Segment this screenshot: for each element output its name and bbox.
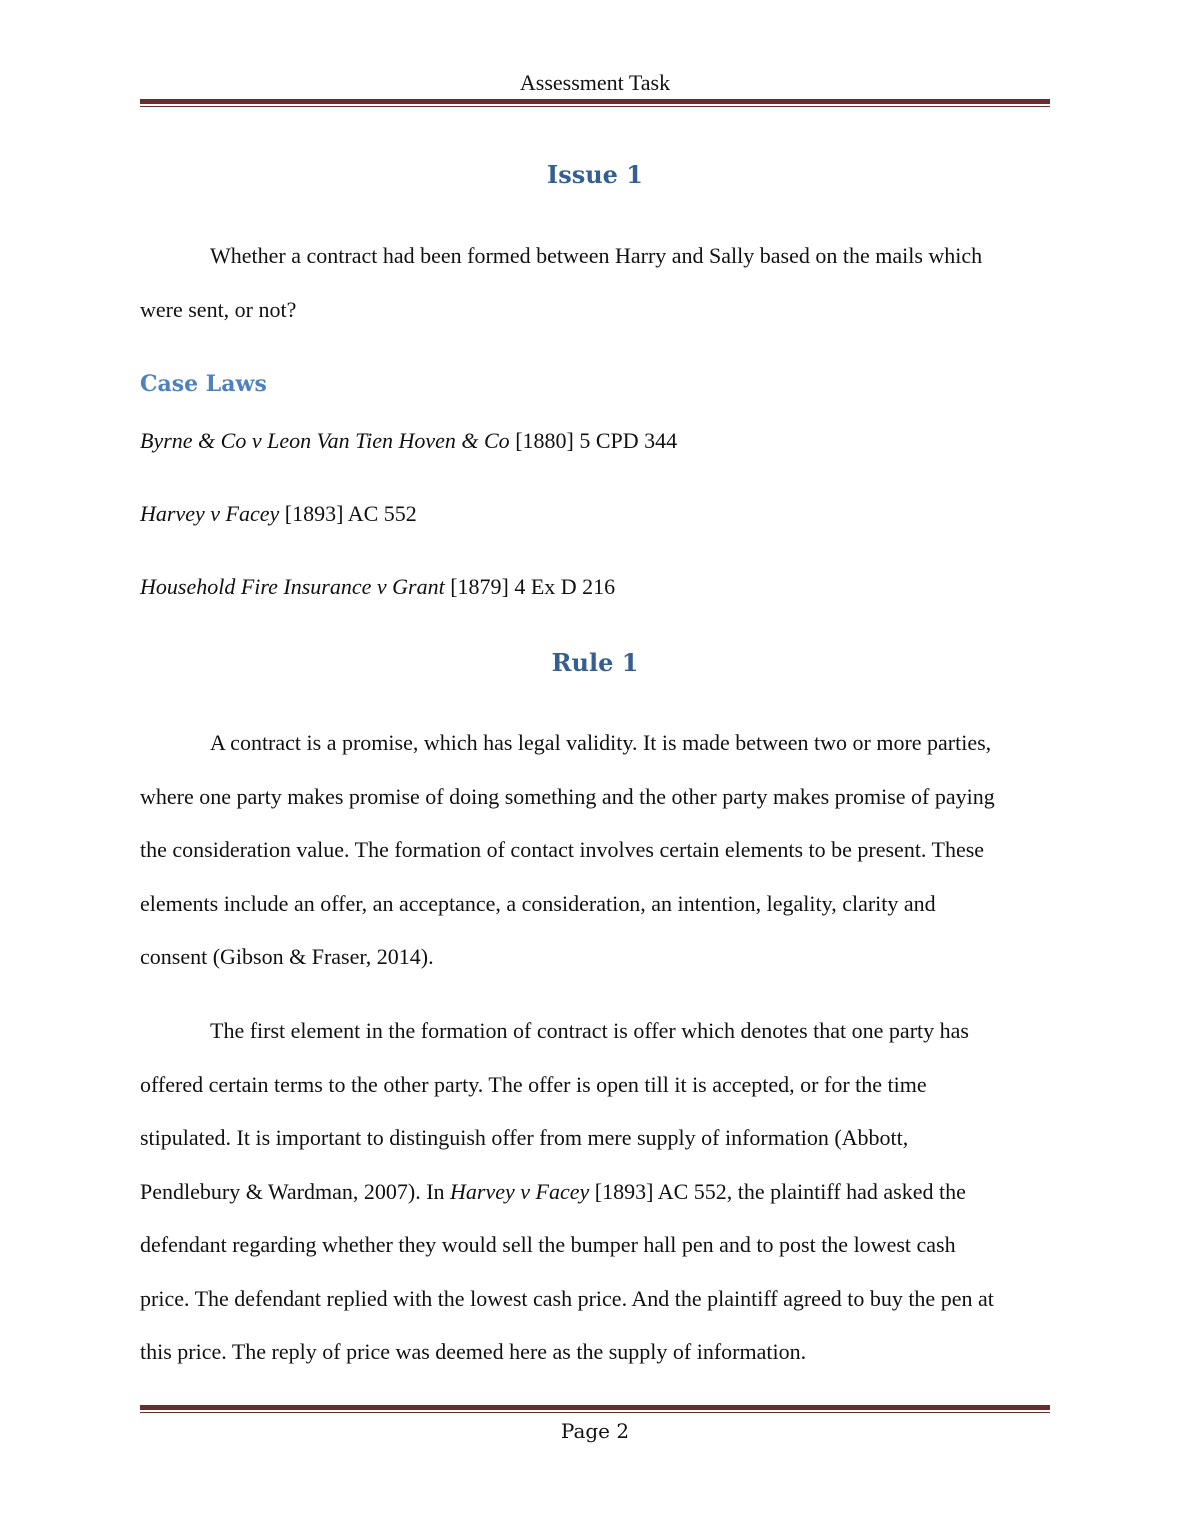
rule-p2-line: stipulated. It is important to distinguish offer from mere supply of information (Abbott, <box>140 1125 909 1150</box>
page-header-title: Assessment Task <box>519 70 671 95</box>
rule-p2-line: this price. The reply of price was deemed here as the supply of information. <box>140 1339 807 1364</box>
issue-line-2: were sent, or not? <box>140 296 297 322</box>
case-citation: [1880] 5 CPD 344 <box>509 428 678 453</box>
case-law-item <box>140 426 677 456</box>
footer-divider <box>140 1405 1050 1413</box>
case-name: Byrne & Co v Leon Van Tien Hoven & Co <box>140 428 510 453</box>
case-citation: [1893] AC 552 <box>279 501 417 526</box>
rule-p2-line: offered certain terms to the other party. The offer is open till it is accepted, or for the time <box>140 1071 927 1097</box>
page-number: Page 2 <box>560 1419 630 1443</box>
rule-p1-line: where one party makes promise of doing something and the other party makes promise of paying <box>140 783 995 809</box>
case-law-item <box>140 499 417 529</box>
rule-p2-line: Pendlebury & Wardman, 2007). In Harvey v Facey [1893] AC 552, the plaintiff had asked the <box>140 1178 966 1204</box>
case-name: Harvey v Facey <box>140 501 280 526</box>
issue-heading: Issue 1 <box>546 160 644 189</box>
rule-paragraph-2 <box>140 1004 1050 1379</box>
inline-case-name: Harvey v Facey <box>450 1178 590 1204</box>
case-citation: [1879] 4 Ex D 216 <box>444 574 616 599</box>
header-divider <box>140 99 1050 107</box>
rule-paragraph-1 <box>140 716 1050 984</box>
rule-p2-line: The first element in the formation of contract is offer which denotes that one party has <box>210 1018 969 1043</box>
issue-line-1: Whether a contract had been formed between Harry and Sally based on the mails which <box>210 243 983 268</box>
case-law-item <box>140 572 615 602</box>
rule-p2-line: defendant regarding whether they would sell the bumper hall pen and to post the lowest cash <box>140 1232 956 1257</box>
rule-p1-line: elements include an offer, an acceptance, a consideration, an intention, legality, clarity and <box>140 890 936 916</box>
case-name: Household Fire Insurance v Grant <box>140 574 445 599</box>
rule-p1-line: A contract is a promise, which has legal validity. It is made between two or more parties, <box>210 730 992 755</box>
issue-paragraph <box>140 229 1050 336</box>
case-laws-heading: Case Laws <box>140 371 267 397</box>
rule-heading: Rule 1 <box>551 648 639 677</box>
rule-p1-line: the consideration value. The formation of contact involves certain elements to be present. These <box>140 837 985 862</box>
rule-p1-line: consent (Gibson & Fraser, 2014). <box>140 944 434 969</box>
rule-p2-line: price. The defendant replied with the lowest cash price. And the plaintiff agreed to buy the pen at <box>140 1285 994 1311</box>
